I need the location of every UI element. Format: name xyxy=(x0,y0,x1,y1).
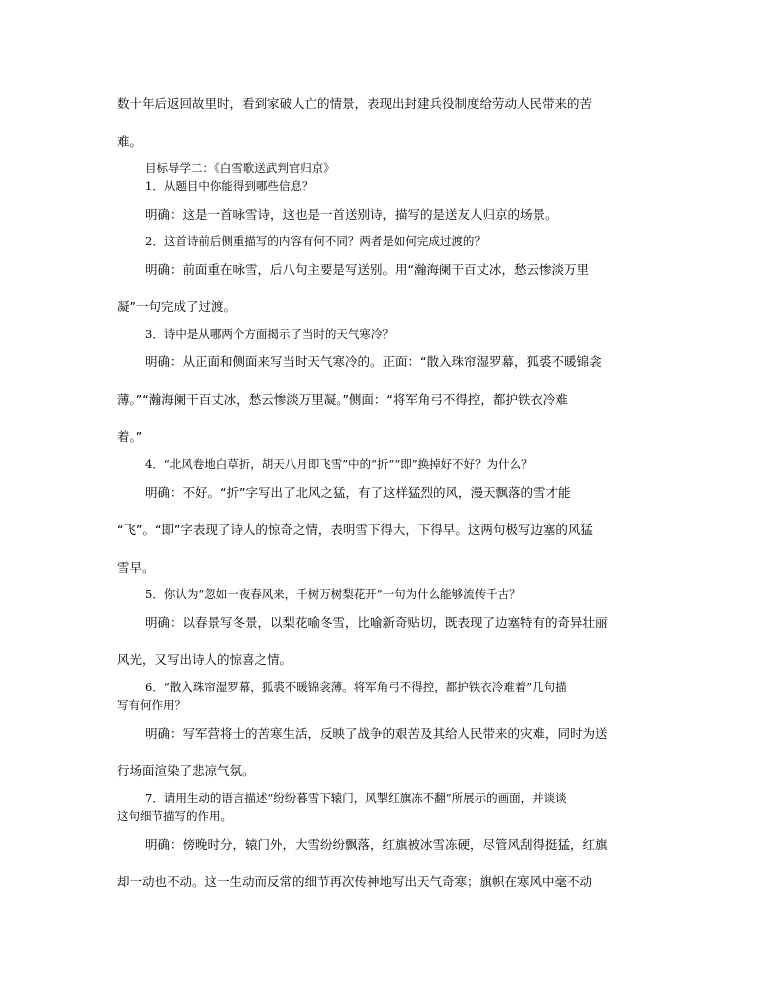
question-line: 3．诗中是从哪两个方面揭示了当时的天气寒冷？ xyxy=(145,327,394,341)
question-line: 2．这首诗前后侧重描写的内容有何不同？两者是如何完成过渡的？ xyxy=(145,234,486,248)
answer-line: 明确：写军营将士的苦寒生活，反映了战争的艰苦及其给人民带来的灾难，同时为送 xyxy=(145,726,608,741)
answer-line: 明确：傍晚时分，辕门外，大雪纷纷飘落，红旗被冰雪冻硬，尽管风刮得挺猛，红旗 xyxy=(145,837,608,852)
question-line: 7．请用生动的语言描述“纷纷暮雪下辕门，风掣红旗冻不翻”所展示的画面，并谈谈 xyxy=(145,791,567,805)
section-heading: 目标导学二：《白雪歌送武判官归京》 xyxy=(145,161,335,175)
paragraph-line: 数十年后返回故里时，看到家破人亡的情景，表现出封建兵役制度给劳动人民带来的苦 xyxy=(117,96,593,111)
answer-line: 凝”一句完成了过渡。 xyxy=(117,299,236,314)
answer-line: 却一动也不动。这一生动而反常的细节再次传神地写出天气奇寒；旗帜在寒风中毫不动 xyxy=(117,874,593,889)
answer-line: 着。” xyxy=(117,429,143,444)
answer-line: 明确：前面重在咏雪，后八句主要是写送别。用“瀚海阑干百丈冰，愁云惨淡万里 xyxy=(145,262,589,277)
answer-line: “飞”。“即”字表现了诗人的惊奇之情，表明雪下得大，下得早。这两句极写边塞的风猛 xyxy=(117,522,593,537)
answer-line: 明确：以春景写冬景，以梨花喻冬雪，比喻新奇贴切，既表现了边塞特有的奇异壮丽 xyxy=(145,615,608,630)
question-line: 6．“散入珠帘湿罗幕，狐裘不暖锦衾薄。将军角弓不得控，都护铁衣冷难着”几句描 xyxy=(145,680,567,694)
answer-line: 明确：不好。“折”字写出了北风之猛，有了这样猛烈的风，漫天飘落的雪才能 xyxy=(145,485,571,500)
paragraph-line: 难。 xyxy=(117,134,143,149)
answer-line: 明确：这是一首咏雪诗，这也是一首送别诗，描写的是送友人归京的场景。 xyxy=(145,207,558,222)
question-line: 5．你认为“忽如一夜春风来，千树万树梨花开”一句为什么能够流传千古？ xyxy=(145,587,521,601)
answer-line: 明确：从正面和侧面来写当时天气寒冷的。正面：“散入珠帘湿罗幕，狐裘不暖锦衾 xyxy=(145,354,602,369)
answer-line: 行场面渲染了悲凉气氛。 xyxy=(117,763,255,778)
question-line: 1．从题目中你能得到哪些信息？ xyxy=(145,179,314,193)
question-line: 写有何作用？ xyxy=(117,698,186,712)
answer-line: 风光，又写出诗人的惊喜之情。 xyxy=(117,652,293,667)
question-line: 这句细节描写的作用。 xyxy=(117,809,232,823)
answer-line: 薄。”“瀚海阑干百丈冰，愁云惨淡万里凝。”侧面：“将军角弓不得控，都护铁衣冷难 xyxy=(117,392,568,407)
question-line: 4．“北风卷地白草折，胡天八月即飞雪”中的“折”“即”换掉好不好？为什么？ xyxy=(145,457,533,471)
answer-line: 雪早。 xyxy=(117,560,155,575)
